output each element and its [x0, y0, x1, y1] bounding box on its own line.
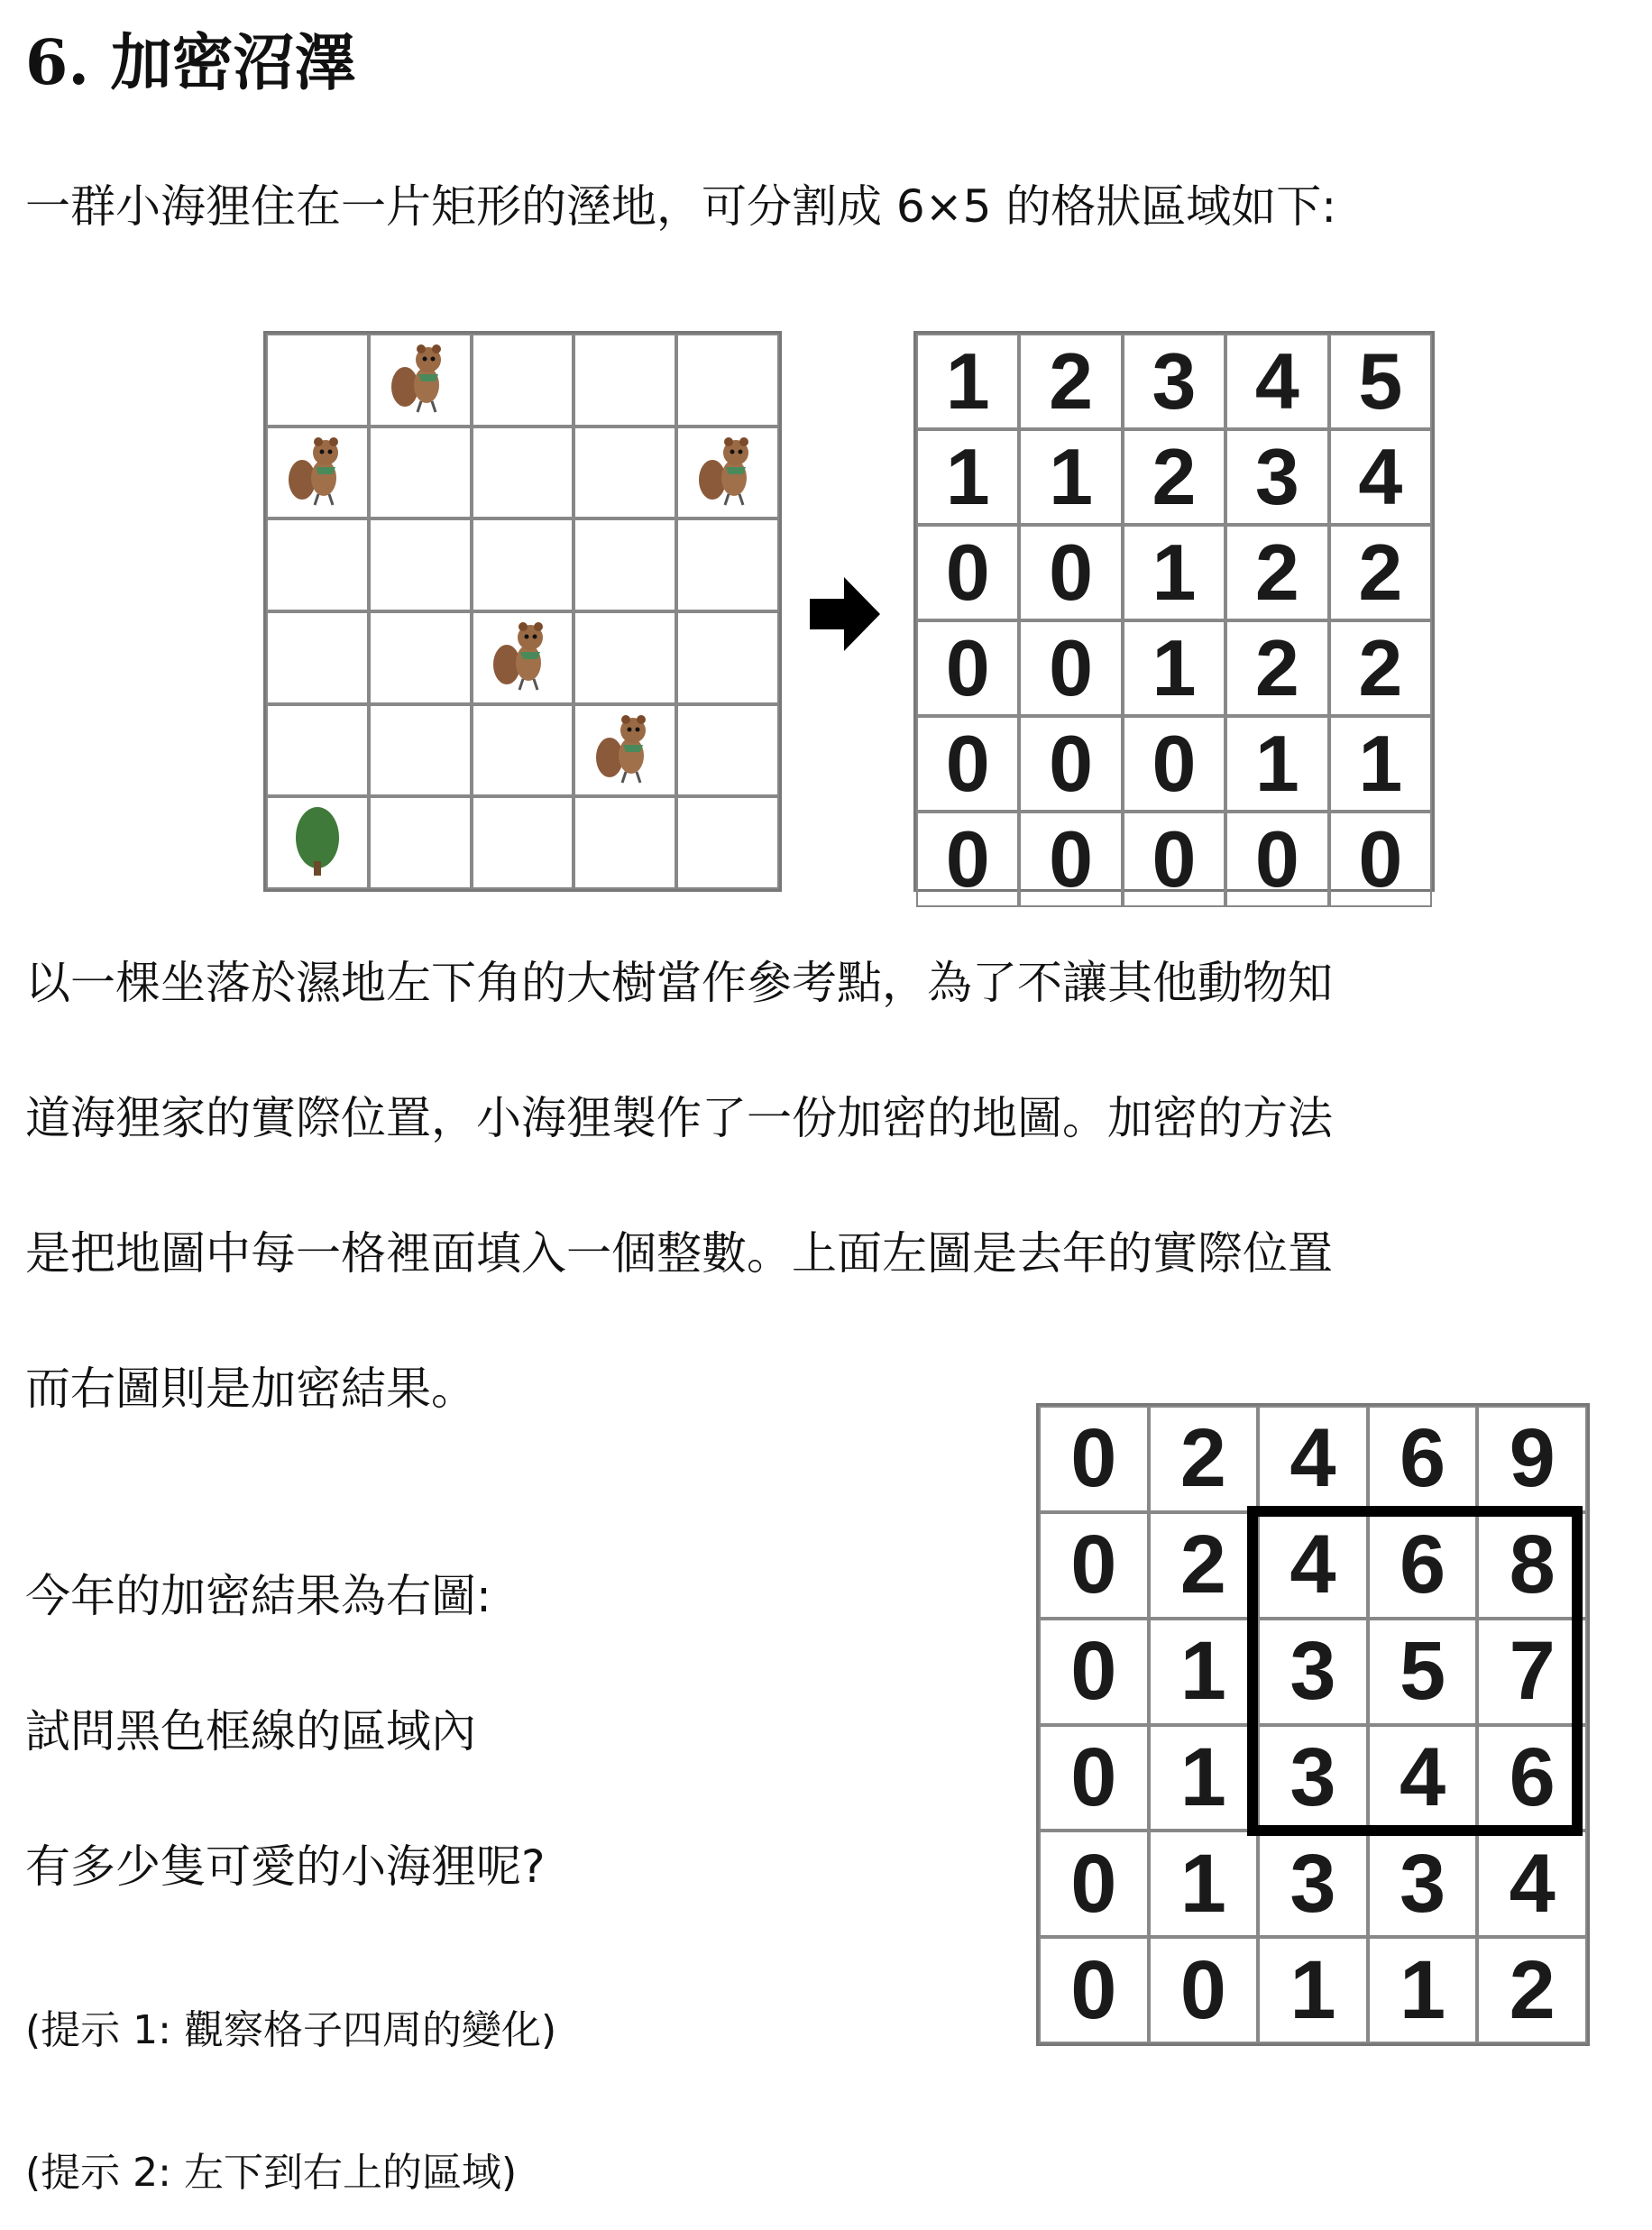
grid-cell: 0 [1019, 812, 1122, 907]
question-line: 有多少隻可愛的小海狸呢? [25, 1840, 546, 1893]
grid-cell: 1 [916, 429, 1019, 525]
grid-cell: 2 [1149, 1512, 1259, 1619]
highlight-frame [1247, 1506, 1583, 1836]
grid-cell: 0 [1123, 716, 1225, 812]
map-cell [369, 334, 472, 427]
grid-cell: 2 [1477, 1937, 1587, 2043]
beaver-icon [696, 435, 759, 510]
map-cell [676, 518, 779, 611]
paragraph-line: 是把地圖中每一格裡面填入一個整數。上面左圖是去年的實際位置 [25, 1227, 1333, 1280]
grid-cell: 0 [1019, 716, 1122, 812]
grid-cell: 0 [1123, 812, 1225, 907]
map-cell [574, 704, 676, 797]
grid-cell: 2 [1123, 429, 1225, 525]
map-cell [574, 796, 676, 889]
map-cell [266, 704, 369, 797]
last-year-map-grid [263, 331, 782, 892]
map-cell [472, 796, 574, 889]
map-cell [369, 611, 472, 704]
grid-cell: 6 [1368, 1406, 1478, 1512]
grid-cell: 0 [1039, 1937, 1149, 2043]
grid-cell: 2 [1019, 334, 1122, 429]
beaver-icon [286, 435, 349, 510]
grid-cell: 9 [1477, 1406, 1587, 1512]
paragraph-line: 而右圖則是加密結果。 [25, 1363, 476, 1415]
grid-cell: 8 [1477, 1512, 1587, 1619]
map-cell [266, 427, 369, 519]
grid-cell: 4 [1329, 429, 1432, 525]
grid-cell: 3 [1368, 1831, 1478, 1937]
map-cell [472, 334, 574, 427]
tree-icon [290, 805, 344, 881]
grid-cell: 0 [916, 525, 1019, 620]
grid-cell: 1 [1019, 429, 1122, 525]
grid-cell: 0 [916, 620, 1019, 716]
grid-cell: 3 [1258, 1831, 1368, 1937]
grid-cell: 4 [1477, 1831, 1587, 1937]
map-cell [574, 611, 676, 704]
beaver-icon [593, 712, 656, 788]
map-cell [574, 427, 676, 519]
question-line: 試問黑色框線的區域內 [25, 1705, 476, 1757]
grid-cell: 0 [1039, 1831, 1149, 1937]
last-year-encrypted-grid [913, 331, 1435, 904]
grid-cell: 0 [1039, 1512, 1149, 1619]
beaver-icon [389, 342, 452, 418]
grid-cell: 3 [1258, 1619, 1368, 1725]
map-cell [369, 704, 472, 797]
map-cell [676, 611, 779, 704]
grid-cell: 4 [1225, 334, 1328, 429]
grid-cell: 0 [1019, 525, 1122, 620]
map-cell [266, 334, 369, 427]
map-cell [472, 427, 574, 519]
grid-cell: 4 [1368, 1725, 1478, 1831]
grid-cell: 2 [1329, 620, 1432, 716]
map-cell [574, 518, 676, 611]
grid-cell: 1 [1225, 716, 1328, 812]
grid-cell: 2 [1149, 1406, 1259, 1512]
paragraph-line: 道海狸家的實際位置，小海狸製作了一份加密的地圖。加密的方法 [25, 1092, 1333, 1144]
grid-cell: 0 [1039, 1406, 1149, 1512]
grid-cell: 3 [1225, 429, 1328, 525]
map-cell [472, 611, 574, 704]
grid-cell: 2 [1225, 525, 1328, 620]
grid-cell: 5 [1329, 334, 1432, 429]
map-cell [369, 796, 472, 889]
grid-cell: 1 [1258, 1937, 1368, 2043]
grid-cell: 1 [1123, 525, 1225, 620]
grid-cell: 1 [1149, 1619, 1259, 1725]
grid-cell: 1 [1149, 1725, 1259, 1831]
grid-cell: 5 [1368, 1619, 1478, 1725]
grid-cell: 3 [1258, 1725, 1368, 1831]
grid-cell: 0 [1039, 1619, 1149, 1725]
grid-cell: 2 [1329, 525, 1432, 620]
grid-cell: 0 [1019, 620, 1122, 716]
grid-cell: 0 [916, 812, 1019, 907]
map-cell [472, 518, 574, 611]
map-cell [266, 796, 369, 889]
map-cell [266, 611, 369, 704]
map-cell [369, 518, 472, 611]
grid-cell: 4 [1258, 1406, 1368, 1512]
grid-cell: 0 [1039, 1725, 1149, 1831]
intro-text: 一群小海狸住在一片矩形的溼地，可分割成 6×5 的格狀區域如下: [25, 180, 1337, 233]
grid-cell: 1 [916, 334, 1019, 429]
arrow-right-icon [810, 577, 880, 651]
grid-cell: 1 [1329, 716, 1432, 812]
grid-cell: 1 [1368, 1937, 1478, 2043]
map-cell [676, 796, 779, 889]
question-line: 今年的加密結果為右圖: [25, 1570, 491, 1622]
beaver-icon [491, 619, 554, 695]
paragraph-line: 以一棵坐落於濕地左下角的大樹當作參考點，為了不讓其他動物知 [25, 957, 1333, 1009]
hint-2: (提示 2: 左下到右上的區域) [25, 2150, 518, 2196]
grid-cell: 6 [1477, 1725, 1587, 1831]
grid-cell: 2 [1225, 620, 1328, 716]
grid-cell: 0 [916, 716, 1019, 812]
grid-cell: 1 [1123, 620, 1225, 716]
map-cell [676, 334, 779, 427]
grid-cell: 0 [1149, 1937, 1259, 2043]
grid-cell: 4 [1258, 1512, 1368, 1619]
grid-cell: 6 [1368, 1512, 1478, 1619]
grid-cell: 0 [1329, 812, 1432, 907]
map-cell [574, 334, 676, 427]
grid-cell: 7 [1477, 1619, 1587, 1725]
grid-cell: 3 [1123, 334, 1225, 429]
hint-1: (提示 1: 觀察格子四周的變化) [25, 2007, 557, 2053]
grid-cell: 0 [1225, 812, 1328, 907]
map-cell [369, 427, 472, 519]
grid-cell: 1 [1149, 1831, 1259, 1937]
map-cell [676, 704, 779, 797]
map-cell [676, 427, 779, 519]
map-cell [266, 518, 369, 611]
map-cell [472, 704, 574, 797]
page-title: 6. 加密沼澤 [25, 27, 356, 99]
